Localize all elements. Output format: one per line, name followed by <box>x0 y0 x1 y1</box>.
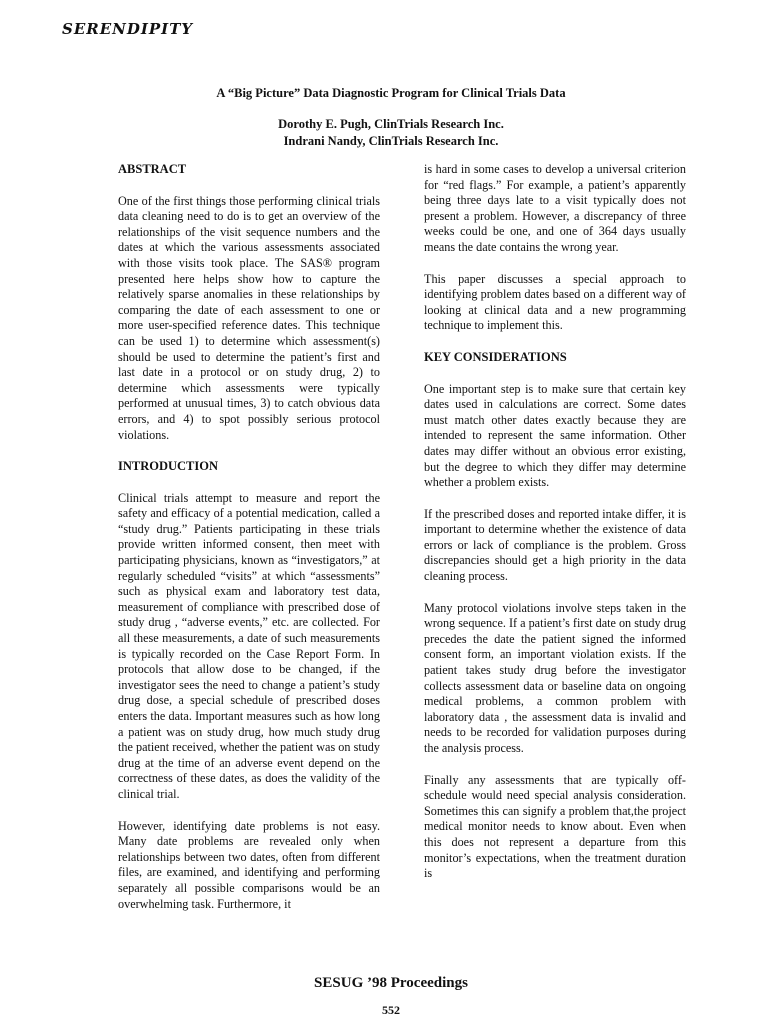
author-line: Indrani Nandy, ClinTrials Research Inc. <box>283 134 499 148</box>
body-paragraph: is hard in some cases to develop a universal criterion for “red flags.” For example, a patient’s apparently being three days late to a visit typically does not present a problem. However, a discrepancy of three weeks could be one, and one of 364 days usually means the date contains the wrong year. <box>424 162 686 254</box>
body-paragraph: If the prescribed doses and reported intake differ, it is important to determine whether the existence of data errors or lack of compliance is the problem. Gross discrepancies should get a high priority in the data cleaning process. <box>424 506 686 584</box>
page-number: 552 <box>382 1003 400 1017</box>
series-header-mark: SERENDIPITY <box>62 20 194 38</box>
key-considerations-heading: KEY CONSIDERATIONS <box>424 349 567 364</box>
proceedings-footer: SESUG ’98 Proceedings <box>314 975 468 991</box>
left-column <box>118 162 380 928</box>
body-paragraph: One important step is to make sure that certain key dates used in calculations are correct. Some dates must match other dates exactly because they are intended to represent the same information. Other dates may differ without an obvious error existing, but the degree to which they differ may determine whether a problem exists. <box>424 381 686 490</box>
paper-title: A “Big Picture” Data Diagnostic Program for Clinical Trials Data <box>216 86 566 100</box>
introduction-heading: INTRODUCTION <box>118 459 219 474</box>
body-paragraph: Finally any assessments that are typically off-schedule would need special analysis consideration. Sometimes this can signify a problem that,the project medical monitor needs to know about. Even when this does not represent a departure from this monitor’s expectations, when the treatment duration is <box>424 772 686 881</box>
introduction-paragraph: However, identifying date problems is not easy. Many date problems are revealed only when relationships between two dates, often from different files, are examined, and identifying and performing separately all possible comparisons would be an overwhelming task. Furthermore, it <box>118 818 380 911</box>
author-block <box>0 116 782 150</box>
body-paragraph: Many protocol violations involve steps taken in the wrong sequence. If a patient’s first date on study drug precedes the date the patient signed the informed consent form, an important violation exists. If the patient takes study drug before the investigator collects assessment data or baseline data on ongoing medical problems, a common problem with laboratory data , the assessment data is invalid and needs to be recorded for validation purposes during the analysis process. <box>424 600 686 755</box>
right-column <box>424 162 686 898</box>
abstract-paragraph: One of the first things those performing clinical trials data cleaning need to do is to get an overview of the relationships of the visit sequence numbers and the dates at which the various assessments associated with those visits took place. The SAS® program presented here helps show how to capture the relatively sparse anomalies in these relationships by comparing the date of each assessment to one or more user-specified reference dates. This technique can be used 1) to determine which assessment(s) should be used to determine the patient’s first and last date in a protocol or on study drug, 2) to determine which assessments were typically performed at unusual times, 3) to catch obvious data errors, and 4) to spot possibly serious protocol violations. <box>118 193 380 442</box>
introduction-paragraph: Clinical trials attempt to measure and report the safety and efficacy of a potential medication, called a “study drug.” Patients participating in these trials provide written informed consent, then meet with participating physicians, known as “investigators,” at regularly scheduled “visits” at which “assessments” such as physical exam and laboratory test data, measurement of compliance with prescribed dose of study drug , “adverse events,” etc. are collected. For all these measurements, a date of such measurements is typically recorded on the Case Report Form. In protocols that allow dose to be changed, if the investigator sees the need to change a patient’s study drug dose, a special schedule of prescribed doses enters the data. Important measures such as how long a patient was on study drug, how much study drug the patient received, whether the patient was on study drug at the time of an adverse event depend on the correctness of these dates, as does the validity of the clinical trial. <box>118 490 380 801</box>
author-line: Dorothy E. Pugh, ClinTrials Research Inc. <box>278 117 504 131</box>
body-paragraph: This paper discusses a special approach to identifying problem dates based on a different way of looking at clinical data and a new programming technique to implement this. <box>424 271 686 333</box>
abstract-heading: ABSTRACT <box>118 162 187 176</box>
